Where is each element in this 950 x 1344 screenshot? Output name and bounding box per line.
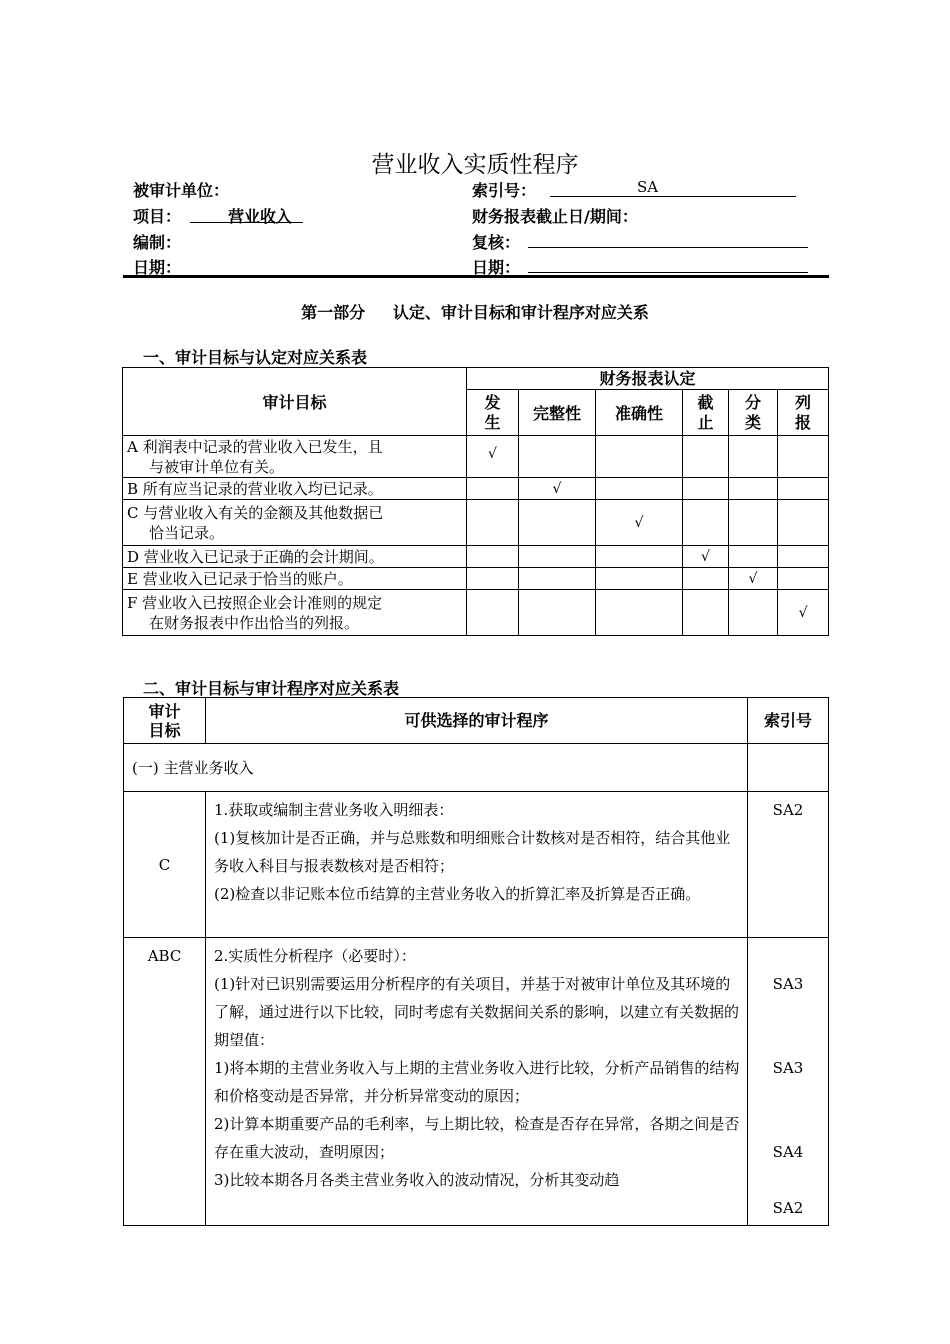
objective-c: C 与营业收入有关的金额及其他数据已 恰当记录。: [123, 500, 467, 546]
section1-title: 一、审计目标与认定对应关系表: [143, 348, 368, 367]
col-objective-header: 审计目标: [123, 368, 467, 436]
table-row: [123, 590, 829, 636]
table-row: [124, 792, 829, 938]
objective-d: D 营业收入已记录于正确的会计期间。: [123, 546, 467, 568]
check-mark: √: [778, 590, 829, 636]
objective-f: F 营业收入已按照企业会计准则的规定 在财务报表中作出恰当的列报。: [123, 590, 467, 636]
part-title: 第一部分 认定、审计目标和审计程序对应关系: [301, 303, 649, 322]
project-label: 项目：: [133, 207, 182, 226]
date-underline: [528, 272, 808, 273]
check-mark: √: [467, 436, 519, 478]
goal-cell: ABC: [124, 938, 206, 1226]
col-goal-header: 审计 目标: [124, 698, 206, 744]
reviewed-underline: [528, 247, 808, 248]
date-label-left: 日期：: [133, 258, 182, 277]
assertion-accuracy: 准确性: [596, 390, 683, 436]
check-mark: √: [729, 568, 778, 590]
section2-title: 二、审计目标与审计程序对应关系表: [143, 679, 400, 698]
assertion-cutoff: 截 止: [683, 390, 729, 436]
col-index-header: 索引号: [748, 698, 829, 744]
header-rule: [123, 275, 829, 278]
table-row: [123, 500, 829, 546]
table-row: [124, 938, 829, 1226]
check-mark: √: [683, 546, 729, 568]
table-row: [123, 546, 829, 568]
objective-e: E 营业收入已记录于恰当的账户。: [123, 568, 467, 590]
index-underline: [550, 196, 796, 197]
group-main-revenue: (一) 主营业务收入: [124, 744, 748, 792]
index-value: SA: [637, 178, 659, 196]
procedure-cell: 1.获取或编制主营业务收入明细表： (1)复核加计是否正确，并与总账数和明细账合计数核对是否相符，结合其他业务收入科目与报表数核对是否相符； (2)检查以非记账本位币结算的主营业务收入的折算汇率及折算是否正确。: [206, 792, 748, 938]
goal-cell: C: [124, 792, 206, 938]
document-title: 营业收入实质性程序: [371, 152, 579, 178]
assertion-table: [122, 367, 829, 636]
reviewed-label: 复核：: [472, 233, 521, 252]
assertion-presentation: 列 报: [778, 390, 829, 436]
check-mark: √: [596, 500, 683, 546]
assertion-classification: 分 类: [729, 390, 778, 436]
date-label-right: 日期：: [472, 258, 521, 277]
col-procedure-header: 可供选择的审计程序: [206, 698, 748, 744]
auditee-label: 被审计单位：: [133, 181, 230, 200]
procedure-table: [123, 697, 829, 1226]
check-mark: √: [519, 478, 596, 500]
table-row: [123, 436, 829, 478]
prepared-label: 编制：: [133, 233, 182, 252]
assertion-completeness: 完整性: [519, 390, 596, 436]
objective-b: B 所有应当记录的营业收入均已记录。: [123, 478, 467, 500]
index-cell: SA3 SA3 SA4 SA2: [748, 938, 829, 1226]
index-cell: SA2: [748, 792, 829, 938]
table-row: [124, 744, 829, 792]
objective-a: A 利润表中记录的营业收入已发生，且 与被审计单位有关。: [123, 436, 467, 478]
procedure-cell: 2.实质性分析程序（必要时）： (1)针对已识别需要运用分析程序的有关项目，并基于对被审计单位及其环境的了解，通过进行以下比较，同时考虑有关数据间关系的影响，以建立有关数据的期望值： 1)将本期的主营业务收入与上期的主营业务收入进行比较，分析产品销售的结构和价格变动是否异常，并分析异常变动的原因； 2)计算本期重要产品的毛利率，与上期比较，检查是否存在异常，各期之间是否存在重大波动，查明原因； 3)比较本期各月各类主营业务收入的波动情况，分析其变动趋: [206, 938, 748, 1226]
col-assertions-header: 财务报表认定: [467, 368, 829, 390]
assertion-occurrence: 发 生: [467, 390, 519, 436]
table-row: [123, 478, 829, 500]
table-row: [123, 568, 829, 590]
index-label: 索引号：: [472, 181, 537, 200]
project-value: 营业收入: [228, 207, 293, 226]
period-label: 财务报表截止日/期间：: [472, 207, 638, 226]
